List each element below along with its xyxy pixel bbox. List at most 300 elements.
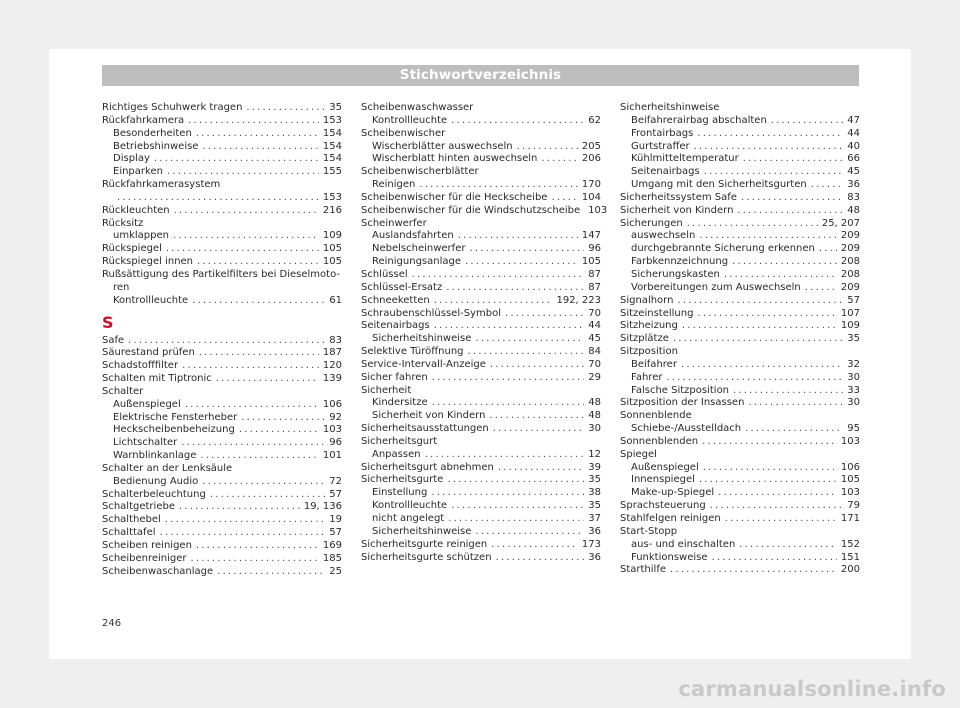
dot-leader [446,282,584,295]
entry-term: Selektive Türöffnung [361,346,464,358]
dot-leader [498,462,584,475]
entry-page-ref: 169 [322,540,342,551]
index-entry [361,218,601,231]
entry-term: Frontairbags [631,127,694,139]
dot-leader [174,205,319,218]
entry-term: Sitzposition [620,346,678,358]
entry-term: Schneeketten [361,294,430,306]
dot-leader [737,205,843,218]
index-subentry [361,410,601,423]
index-entry [102,218,342,231]
dot-leader [451,500,584,513]
entry-page-ref: 45 [847,166,860,178]
dot-leader [491,539,578,552]
entry-term: Scheinwerfer [361,217,427,229]
entry-page-ref: 209 [840,230,860,242]
entry-term: Reinigungsanlage [372,256,461,268]
index-entry [102,335,342,348]
entry-page-ref: 107 [840,307,860,319]
entry-page-ref: 40 [847,140,860,152]
index-subentry [620,243,860,256]
entry-term: Kontrollleuchte [372,114,448,126]
index-subentry [620,115,860,128]
dot-leader [745,423,843,436]
index-entry [102,540,342,553]
entry-page-ref: 120 [322,360,342,372]
index-subentry [102,128,342,141]
entry-page-ref: 154 [322,127,342,139]
entry-page-ref: 153 [322,191,342,203]
entry-term: Reinigen [372,179,416,191]
entry-term: Innenspiegel [631,474,695,486]
entry-term: Schalter an der Lenksäule [102,462,233,474]
entry-term: Display [113,153,150,165]
dot-leader [434,295,553,308]
entry-page-ref: 12 [588,448,601,460]
index-entry [620,308,860,321]
entry-term: Sonnenblende [620,410,692,422]
entry-page-ref: 70 [588,307,601,319]
index-subentry [102,450,342,463]
dot-leader [694,141,844,154]
dot-leader [673,333,843,346]
entry-term: Sprachsteuerung [620,500,706,512]
index-entry [102,386,342,399]
index-subentry [102,437,342,450]
index-subentry [620,359,860,372]
entry-page-ref: 103 [840,435,860,447]
index-subentry [361,179,601,192]
entry-page-ref: 92 [329,411,342,423]
index-subentry [102,282,342,295]
dot-leader [239,424,319,437]
index-subentry [361,153,601,166]
dot-leader [718,487,837,500]
entry-term: Sitzposition der Insassen [620,397,745,409]
dot-leader [687,218,818,231]
index-entry [361,308,601,321]
dot-leader [202,476,325,489]
dot-leader [733,385,843,398]
index-entry [361,320,601,333]
index-column-3 [620,102,860,577]
entry-page-ref: 35 [329,102,342,113]
entry-term: Sitzheizung [620,320,678,332]
dot-leader [551,192,577,205]
index-subentry [361,243,601,256]
entry-term: Sicherheitshinweise [372,333,472,345]
entry-term: Scheibenwischerblätter [361,166,479,178]
entry-term: Kindersitze [372,397,428,409]
dot-leader [173,230,319,243]
entry-term: Rückspiegel innen [102,256,194,268]
entry-term: Sicherheitsgurte reinigen [361,538,488,550]
dot-leader [432,397,585,410]
entry-page-ref: 103 [322,424,342,436]
entry-term: Lichtschalter [113,437,178,449]
entry-page-ref: 154 [322,140,342,152]
entry-page-ref: 170 [581,179,601,191]
entry-page-ref: 83 [329,334,342,346]
dot-leader [434,320,585,333]
index-entry [102,553,342,566]
index-entry [102,256,342,269]
entry-term: Sicher fahren [361,371,428,383]
entry-term: Schadstofffilter [102,360,179,372]
index-entry [361,423,601,436]
entry-page-ref: 57 [329,527,342,539]
entry-term: Schiebe-/Ausstelldach [631,423,742,435]
dot-leader [217,566,325,579]
entry-term: Sicherheitsgurt abnehmen [361,461,494,473]
entry-term: Kontrollleuchte [113,294,189,306]
index-subentry [620,153,860,166]
index-entry [361,474,601,487]
dot-leader [670,564,837,577]
entry-page-ref: 36 [847,179,860,191]
index-subentry [102,141,342,154]
entry-page-ref: 200 [840,564,860,576]
entry-term: Besonderheiten [113,127,192,139]
page-title: Stichwortverzeichnis [102,65,859,86]
dot-leader [432,372,584,385]
index-entry [620,513,860,526]
dot-leader [179,501,300,514]
entry-term: Sicherungen [620,217,683,229]
dot-leader [412,269,585,282]
entry-term: Rücksitz [102,217,144,229]
entry-page-ref: 151 [840,551,860,563]
entry-page-ref: 209 [840,281,860,293]
entry-term: Sicherheit von Kindern [372,410,486,422]
entry-page-ref: 206 [581,153,601,165]
index-entry [620,320,860,333]
index-entry [620,526,860,539]
entry-term: Beifahrerairbag abschalten [631,114,767,126]
dot-leader [490,359,584,372]
index-subentry [102,230,342,243]
index-subentry [102,192,342,205]
entry-term: Rückspiegel [102,243,162,255]
entry-page-ref: 103 [840,487,860,499]
index-subentry [620,282,860,295]
index-entry [620,449,860,462]
dot-leader [469,243,584,256]
index-entry [620,192,860,205]
entry-page-ref: 187 [322,347,342,359]
dot-leader [819,243,837,256]
index-subentry [361,333,601,346]
index-entry [620,205,860,218]
index-column-2 [361,102,608,564]
index-entry [102,514,342,527]
dot-leader [165,514,325,527]
entry-term: Scheibenreiniger [102,552,187,564]
entry-term: Kühlmitteltemperatur [631,153,739,165]
entry-term: Sicherheitshinweise [620,102,720,113]
entry-term: Gurtstraffer [631,140,690,152]
entry-term: Scheibenwischer für die Heckscheibe [361,191,548,203]
entry-term: Schlüssel [361,268,408,280]
dot-leader [196,540,319,553]
index-subentry [361,500,601,513]
index-entry [361,166,601,179]
entry-page-ref: 48 [847,204,860,216]
entry-page-ref: 62 [588,114,601,126]
entry-term: Sitzeinstellung [620,307,694,319]
entry-term: Make-up-Spiegel [631,487,715,499]
index-entry [361,372,601,385]
index-entry [361,204,608,218]
dot-leader [489,410,584,423]
entry-term: Start-Stopp [620,525,678,537]
entry-term: Einparken [113,166,163,178]
entry-page-ref: 32 [847,358,860,370]
entry-term: Starthilfe [620,564,666,576]
entry-term: Service-Intervall-Anzeige [361,358,486,370]
dot-leader [419,179,578,192]
index-entry [102,463,342,476]
index-subentry [361,449,601,462]
entry-term: ren [113,281,130,293]
entry-page-ref: 152 [840,538,860,550]
dot-leader [703,462,837,475]
index-subentry [620,474,860,487]
entry-term: Außenspiegel [631,461,699,473]
entry-page-ref: 66 [847,153,860,165]
entry-term: Säurestand prüfen [102,347,195,359]
index-entry [102,501,342,514]
dot-leader [241,412,325,425]
index-entry [102,527,342,540]
dot-leader [447,474,584,487]
entry-page-ref: 70 [588,358,601,370]
index-entry [361,102,601,115]
dot-leader [196,128,319,141]
entry-page-ref: 25 [329,565,342,577]
entry-page-ref: 38 [588,487,601,499]
dot-leader [167,166,319,179]
index-entry [620,295,860,308]
entry-page-ref: 25, 207 [821,217,860,229]
entry-term: Außenspiegel [113,398,181,410]
entry-page-ref: 209 [840,243,860,255]
entry-page-ref: 84 [588,346,601,358]
entry-term: Sicherheitsgurte schützen [361,551,492,563]
index-subentry [361,397,601,410]
entry-term: Sicherheitshinweise [372,525,472,537]
entry-page-ref: 106 [840,461,860,473]
watermark: carmanualsonline.info [678,677,946,701]
entry-term: Wischerblätter auswechseln [372,140,513,152]
dot-leader [702,436,837,449]
index-entry [102,205,342,218]
index-subentry [620,372,860,385]
index-entry [361,269,601,282]
entry-page-ref: 44 [847,127,860,139]
entry-term: Scheibenwischer [361,127,446,139]
entry-page-ref: 33 [847,384,860,396]
dot-leader [451,115,584,128]
index-subentry [620,128,860,141]
entry-page-ref: 105 [840,474,860,486]
entry-term: Sicherheitssystem Safe [620,191,737,203]
dot-leader [724,269,837,282]
dot-leader [160,527,326,540]
index-entry [620,346,860,359]
entry-page-ref: 101 [322,450,342,462]
entry-term: Spiegel [620,448,657,460]
index-subentry [620,141,860,154]
entry-page-ref: 36 [588,525,601,537]
entry-term: Schalthebel [102,514,161,526]
entry-page-ref: 29 [588,371,601,383]
entry-term: Seitenairbags [361,320,430,332]
dot-leader [699,474,837,487]
entry-term: Sicherheitsgurt [361,435,438,447]
entry-page-ref: 47 [847,114,860,126]
entry-term: Wischerblatt hinten auswechseln [372,153,538,165]
index-subentry [361,141,601,154]
index-subentry [620,487,860,500]
dot-leader [468,346,585,359]
entry-page-ref: 30 [847,397,860,409]
index-entry [361,346,601,359]
index-subentry [361,115,601,128]
index-subentry [620,552,860,565]
entry-term: nicht angelegt [372,513,445,524]
entry-page-ref: 205 [581,140,601,152]
entry-page-ref: 192, 223 [556,294,601,306]
entry-term: Safe [102,334,125,346]
entry-page-ref: 79 [847,500,860,512]
index-subentry [361,513,601,526]
dot-leader [677,295,843,308]
dot-leader [505,308,584,321]
entry-term: Stahlfelgen reinigen [620,513,721,524]
entry-term: Rückfahrkamera [102,114,185,126]
entry-page-ref: 216 [322,204,342,216]
index-entry [620,436,860,449]
dot-leader [811,179,844,192]
entry-page-ref: 104 [581,191,601,203]
dot-leader [681,359,843,372]
entry-term: Fahrer [631,371,663,383]
entry-page-ref: 35 [588,474,601,486]
entry-term: Anpassen [372,448,421,460]
entry-page-ref: 103 [588,204,608,216]
entry-term: Einstellung [372,487,428,499]
index-entry [361,462,601,475]
dot-leader [216,373,319,386]
entry-page-ref: 171 [840,513,860,524]
entry-term: Schalttafel [102,527,156,539]
index-entry [361,436,601,449]
entry-term: Richtiges Schuhwerk tragen [102,102,243,113]
entry-page-ref: 19, 136 [303,501,342,513]
index-subentry [102,412,342,425]
entry-term: Scheibenwischer für die Windschutzscheibe [361,204,581,216]
dot-leader [465,256,578,269]
dot-leader [712,552,837,565]
dot-leader [748,397,843,410]
index-entry [102,179,342,192]
dot-leader [117,192,319,205]
dot-leader [448,513,584,526]
index-entry [102,373,342,386]
dot-leader [517,141,578,154]
index-column-1 [102,102,342,579]
index-subentry [102,295,342,308]
dot-leader [475,333,584,346]
entry-page-ref: 30 [847,371,860,383]
dot-leader [666,372,843,385]
entry-term: Rückleuchten [102,204,170,216]
entry-term: Rückfahrkamerasystem [102,179,221,191]
index-entry [620,218,860,231]
entry-term: Schlüssel-Ersatz [361,281,443,293]
index-entry [102,115,342,128]
entry-term: Sonnenblenden [620,435,699,447]
index-entry [620,397,860,410]
index-subentry [620,462,860,475]
entry-page-ref: 45 [588,333,601,345]
dot-leader [128,335,325,348]
entry-page-ref: 61 [329,294,342,306]
entry-page-ref: 83 [847,191,860,203]
entry-page-ref: 36 [588,551,601,563]
entry-page-ref: 57 [329,488,342,500]
entry-term: Sicherheit von Kindern [620,204,734,216]
index-subentry [361,526,601,539]
index-subentry [620,269,860,282]
dot-leader [732,256,837,269]
dot-leader [166,243,319,256]
dot-leader [699,230,837,243]
entry-term: Beifahrer [631,358,677,370]
dot-leader [739,539,837,552]
entry-term: Kontrollleuchte [372,500,448,512]
entry-term: Farbkennzeichnung [631,256,729,268]
entry-term: Heckscheibenbeheizung [113,424,235,436]
entry-page-ref: 44 [588,320,601,332]
index-subentry [620,179,860,192]
index-entry [620,333,860,346]
entry-page-ref: 155 [322,166,342,178]
entry-term: Elektrische Fensterheber [113,411,238,423]
index-subentry [620,256,860,269]
entry-page-ref: 35 [588,500,601,512]
entry-page-ref: 96 [588,243,601,255]
entry-page-ref: 208 [840,268,860,280]
entry-term: Schraubenschlüssel-Symbol [361,307,501,319]
dot-leader [741,192,843,205]
dot-leader [697,308,836,321]
dot-leader [458,230,578,243]
dot-leader [154,153,319,166]
index-subentry [361,230,601,243]
index-subentry [102,153,342,166]
entry-term: durchgebrannte Sicherung erkennen [631,243,815,255]
page-number: 246 [102,618,122,629]
entry-term: Sicherungskasten [631,268,720,280]
entry-term: Funktionsweise [631,551,708,563]
entry-term: Sicherheitsausstattungen [361,423,489,435]
index-subentry [102,424,342,437]
dot-leader [197,256,319,269]
entry-term: umklappen [113,230,169,242]
index-subentry [361,256,601,269]
